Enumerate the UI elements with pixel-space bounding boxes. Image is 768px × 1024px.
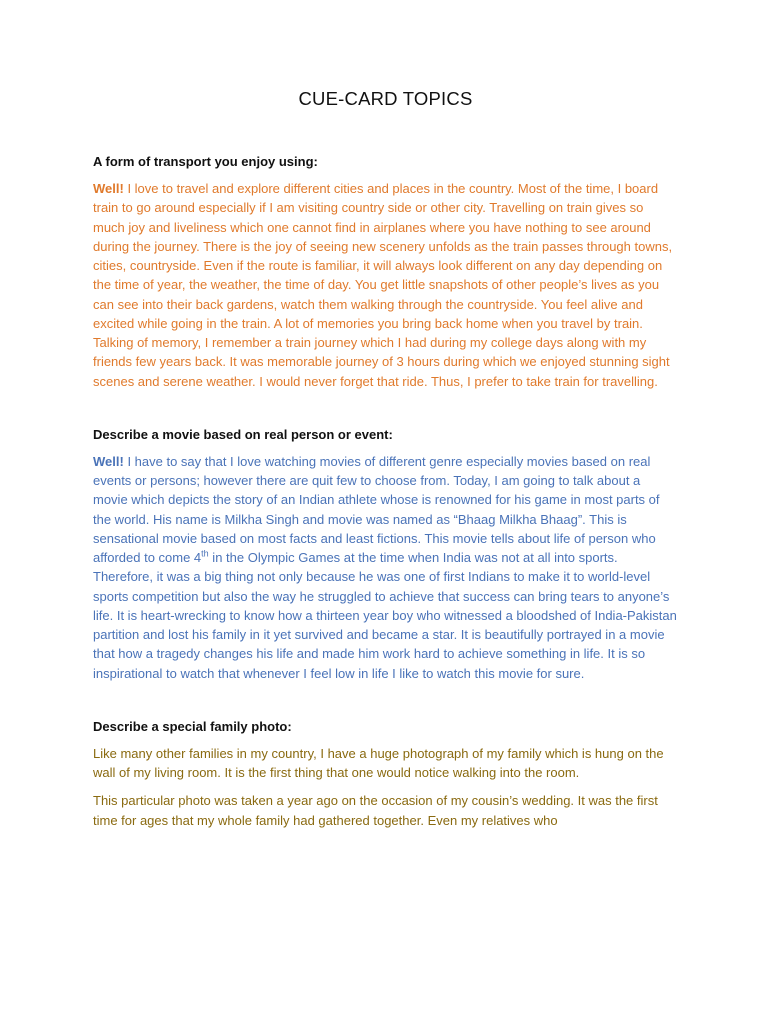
lead-word: Well!	[93, 453, 124, 469]
lead-word: Well!	[93, 181, 124, 196]
body-text: I love to travel and explore different cities and places in the country. Most of the time, I board train to go around especially if I am visiting country side or other city. Travelling on train gives so much joy and liveliness which one cannot find in airplanes where you have nothing to see around during the journey. There is the joy of seeing new scenery unfolds as the train passes through towns, cities, countryside. Even if the route is familiar, it will always look different on any day depending on the time of year, the weather, the time of day. You get little snapshots of other people’s lives as you can see into their back gardens, watch them walking through the countryside. You feel alive and excited while going in the train. A lot of memories you bring back home when you travel by train. Talking of memory, I remember a train journey which I had during my college days along with my friends few years back. It was memorable journey of 3 hours during which we enjoyed stunning sight scenes and serene weather. I would never forget that ride. Thus, I prefer to take train for travelling.	[93, 181, 673, 389]
section-heading-movie: Describe a movie based on real person or event:	[93, 426, 393, 442]
superscript-th: th	[201, 548, 209, 559]
page-title: CUE-CARD TOPICS	[298, 88, 473, 109]
section-body-family-photo-1: Like many other families in my country, I have a huge photograph of my family which is hung on the wall of my living room. It is the first thing that one would notice walking into the room.	[93, 745, 664, 780]
section-body-movie	[93, 452, 678, 683]
body-text-part2: in the Olympic Games at the time when India was not at all into sports. Therefore, it was a big thing not only because he was one of first Indians to make it to world-level sports competition but also the way he struggled to achieve that success can bring tears to anyone’s life. It is heart-wrecking to know how a thirteen year boy who witnessed a bloodshed of India-Pakistan partition and lost his family in it yet survived and became a star. It is beautifully portrayed in a movie that how a tragedy changes his life and made him work hard to achieve something in life. It is so inspirational to watch that whenever I feel low in life I like to watch this movie for sure.	[93, 550, 677, 681]
document-page	[93, 88, 678, 830]
body-text-part1: I have to say that I love watching movies of different genre especially movies based on real events or persons; however there are quit few to choose from. Today, I am going to talk about a movie which depicts the story of an Indian athlete whose is renowned for his game in most parts of the world. His name is Milkha Singh and movie was named as “Bhaag Milkha Bhaag”. This is sensational movie based on most facts and least fictions. This movie tells about life of person who afforded to come 4	[93, 453, 660, 565]
section-heading-transport: A form of transport you enjoy using:	[93, 154, 318, 169]
section-heading-family-photo: Describe a special family photo:	[93, 718, 292, 734]
section-body-transport	[93, 179, 678, 391]
section-body-family-photo-2: This particular photo was taken a year ago on the occasion of my cousin’s wedding. It was the first time for ages that my whole family had gathered together. Even my relatives who	[93, 793, 658, 828]
